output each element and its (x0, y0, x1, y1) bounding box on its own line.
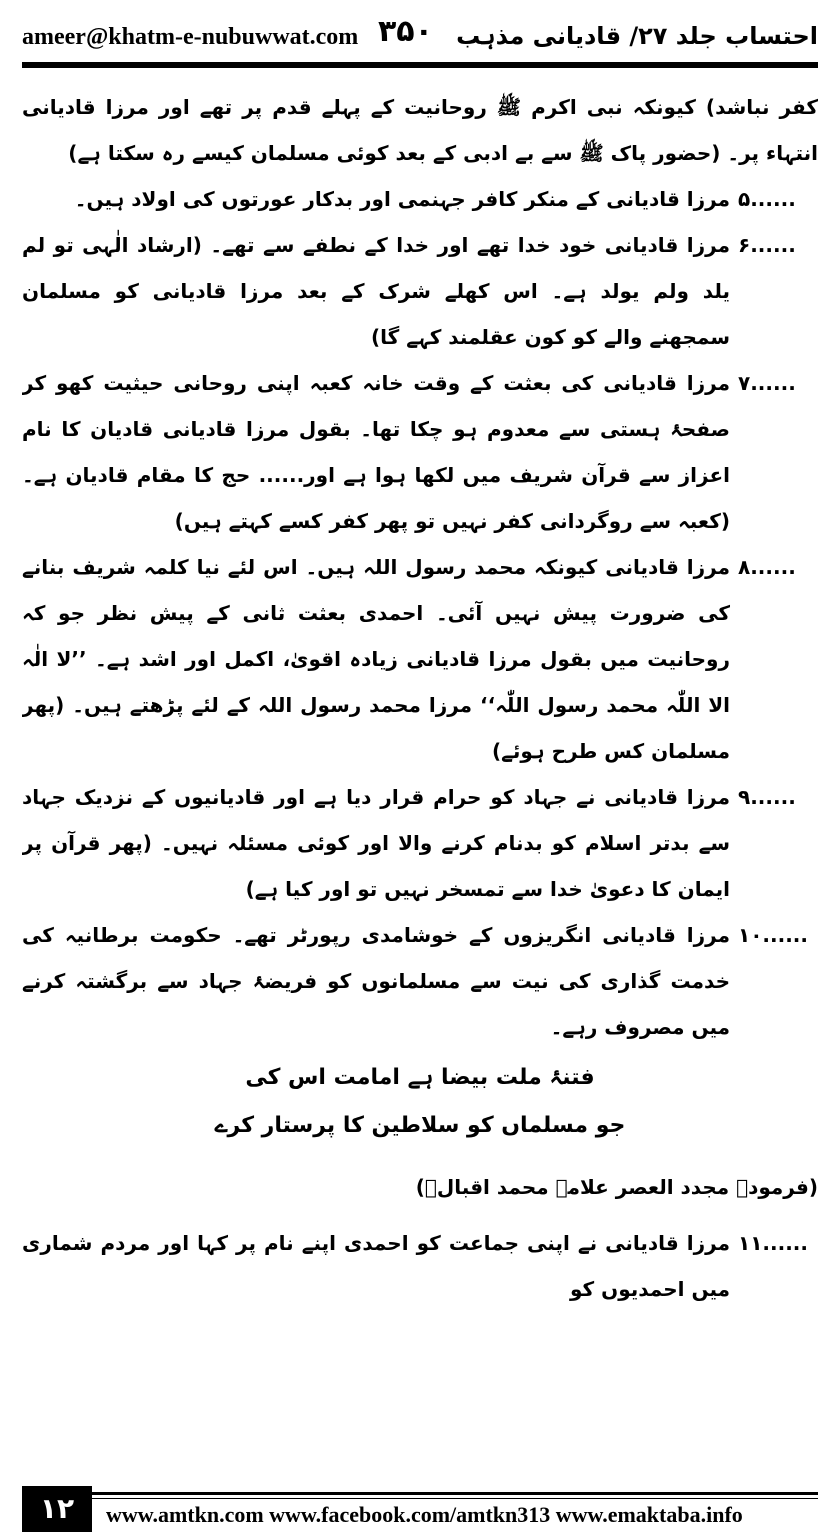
page-footer (22, 1486, 818, 1532)
list-item-8 (22, 544, 818, 774)
item-number: ۱۱...... (738, 1231, 808, 1255)
header-rule (22, 62, 818, 68)
item-text: مرزا قادیانی کے منکر کافر جہنمی اور بدکار عورتوں کی اولاد ہیں۔ (74, 187, 730, 211)
item-number: ۶...... (738, 233, 796, 257)
item-number: ۵...... (738, 187, 796, 211)
item-number: ۸...... (738, 555, 796, 579)
list-item-10 (22, 912, 818, 1050)
footer-urls: www.amtkn.com www.facebook.com/amtkn313 www.emaktaba.info (106, 1502, 743, 1527)
page-header (22, 10, 818, 58)
poem-line-2: جو مسلماں کو سلاطین کا پرستار کرے (214, 1113, 626, 1138)
footer-number-box: ۱۲ (22, 1486, 92, 1532)
item-text: مرزا قادیانی کی بعثت کے وقت خانہ کعبہ اپنی روحانی حیثیت کھو کر صفحۂ ہستی سے معدوم ہو چکا تھا۔ بقول مرزا قادیانی قادیان کا نام اعزاز سے قرآن شریف میں لکھا ہوا ہے اور...... حج کا مقام قادیان ہے۔ (کعبہ سے روگردانی کفر نہیں تو پھر کفر کسے کہتے ہیں) (22, 371, 730, 533)
list-item-7 (22, 360, 818, 544)
header-email: ameer@khatm-e-nubuwwat.com (22, 24, 359, 50)
poem-attribution: (فرمودۂ مجدد العصر علامہ محمد اقبالؒ) (415, 1175, 818, 1199)
list-item-6 (22, 222, 818, 360)
item-number: ۹...... (738, 785, 796, 809)
header-book-title: احتساب جلد ۲۷/ قادیانی مذہب (456, 22, 818, 50)
item-number: ۷...... (738, 371, 796, 395)
header-page-number: ۳۵۰ (378, 14, 433, 49)
item-number: ۱۰...... (738, 923, 808, 947)
item-text: مرزا قادیانی کیونکہ محمد رسول اللہ ہیں۔ اس لئے نیا کلمہ شریف بنانے کی ضرورت پیش نہیں آئی۔ احمدی بعثت ثانی کے پیش نظر جو کہ روحانیت میں بقول مرزا قادیانی زیادہ اقویٰ، اکمل اور اشد ہے۔ ’’لا الٰہ الا اللّٰہ محمد رسول اللّٰہ‘‘ مرزا محمد رسول اللہ کے لئے پڑھتے ہیں۔ (پھر مسلمان کس طرح ہوئے) (22, 555, 730, 763)
footer-rule (92, 1492, 818, 1495)
item-text: مرزا قادیانی خود خدا تھے اور خدا کے نطفے سے تھے۔ (ارشاد الٰہی تو لم یلد ولم یولد ہے۔ اس کھلے شرک کے بعد مرزا قادیانی کو مسلمان سمجھنے والے کو کون عقلمند کہے گا) (22, 233, 730, 349)
intro-paragraph: کفر نباشد) کیونکہ نبی اکرم ﷺ روحانیت کے پہلے قدم پر تھے اور مرزا قادیانی انتہاء پر۔ (حضور پاک ﷺ سے بے ادبی کے بعد کوئی مسلمان کیسے رہ سکتا ہے) (22, 95, 818, 165)
list-item-11 (22, 1220, 818, 1312)
footer-rule-thin (92, 1498, 818, 1499)
page-body (22, 84, 818, 1474)
list-item-9 (22, 774, 818, 912)
item-text: مرزا قادیانی نے اپنی جماعت کو احمدی اپنے نام پر کہا اور مردم شماری میں احمدیوں کو (22, 1231, 730, 1301)
poem-line-1: فتنۂ ملت بیضا ہے امامت اس کی (245, 1065, 595, 1090)
list-item-5 (22, 176, 818, 222)
poem-verse (22, 1054, 818, 1150)
item-text: مرزا قادیانی نے جہاد کو حرام قرار دیا ہے اور قادیانیوں کے نزدیک جہاد سے بدتر اسلام کو بدنام کرنے والا اور کوئی مسئلہ نہیں۔ (پھر قرآن پر ایمان کا دعویٰ خدا سے تمسخر نہیں تو اور کیا ہے) (22, 785, 730, 901)
item-text: مرزا قادیانی انگریزوں کے خوشامدی رپورٹر تھے۔ حکومت برطانیہ کی خدمت گذاری کی نیت سے مسلمانوں کو فریضۂ جہاد سے برگشتہ کرنے میں مصروف رہے۔ (22, 923, 730, 1039)
